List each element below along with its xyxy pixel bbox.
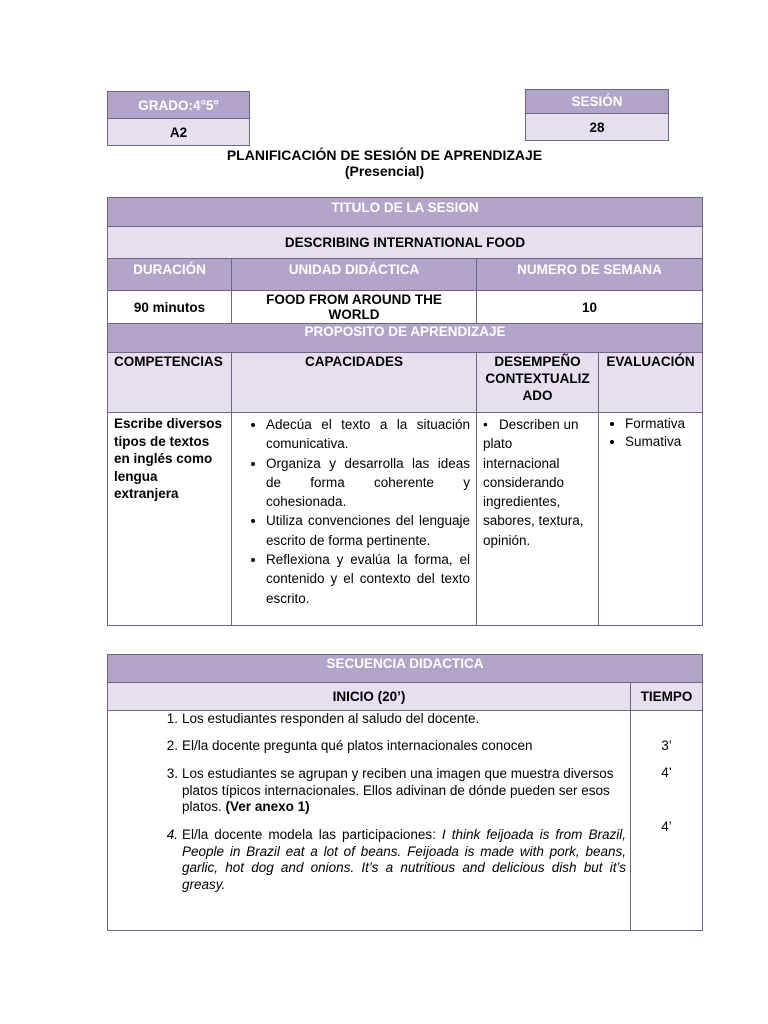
item-text-main: Los estudiantes se agrupan y reciben una imagen que muestra diversos platos típicos internacionales. Ellos adivinan de dónde pueden ser esos platos. <box>182 766 614 814</box>
anexo-reference: (Ver anexo 1) <box>225 799 310 814</box>
item-text-main: El/la docente modela las participaciones: <box>182 827 436 842</box>
inicio-body <box>107 710 631 931</box>
competencia-cell: Escribe diversos tipos de textos en inglés como lengua extranjera <box>107 412 232 626</box>
duracion-value: 90 minutos <box>107 290 232 324</box>
tiempo-value: 3’ <box>661 738 672 753</box>
item-number: 3. <box>166 766 178 781</box>
page-title: PLANIFICACIÓN DE SESIÓN DE APRENDIZAJE <box>226 147 543 163</box>
grado-value: A2 <box>107 118 250 146</box>
col-desempeno: DESEMPEÑO CONTEXTUALIZ ADO <box>476 352 599 413</box>
item-number: 1. <box>166 711 178 726</box>
titulo-sesion-label: TITULO DE LA SESION <box>107 197 703 227</box>
page-subtitle: (Presencial) <box>344 163 425 179</box>
item-number: 4. <box>166 827 178 842</box>
sesion-value: 28 <box>525 113 669 141</box>
proposito-label: PROPOSITO DE APRENDIZAJE <box>107 323 703 353</box>
item-text <box>182 766 626 816</box>
desempeno-cell <box>476 412 599 626</box>
evaluacion-item: • Formativa <box>625 415 700 433</box>
col-competencias: COMPETENCIAS <box>107 352 232 413</box>
semana-label: NUMERO DE SEMANA <box>476 258 703 291</box>
titulo-sesion-value: DESCRIBING INTERNATIONAL FOOD <box>107 226 703 259</box>
capacidad-item: • Organiza y desarrolla las ideas de forma coherente y cohesionada. <box>266 454 470 512</box>
bullet-icon: • <box>483 417 499 432</box>
col-capacidades: CAPACIDADES <box>231 352 477 413</box>
semana-value: 10 <box>476 290 703 324</box>
item-text: El/la docente pregunta qué platos internacionales conocen <box>182 738 533 753</box>
tiempo-label: TIEMPO <box>630 682 703 711</box>
tiempo-value: 4’ <box>661 819 672 834</box>
col-evaluacion: EVALUACIÓN <box>598 352 703 413</box>
capacidad-item: • Adecúa el texto a la situación comunicativa. <box>266 415 470 454</box>
capacidad-item: • Utiliza convenciones del lenguaje escrito de forma pertinente. <box>266 511 470 550</box>
unidad-label: UNIDAD DIDÁCTICA <box>231 258 477 291</box>
capacidades-list <box>242 415 470 608</box>
evaluacion-cell <box>598 412 703 626</box>
desempeno-text: Describen un plato internacional considerando ingredientes, sabores, textura, opinión. <box>483 417 584 548</box>
grado-label: GRADO:4°5° <box>107 91 250 119</box>
inicio-label: INICIO (20’) <box>107 682 631 711</box>
evaluacion-list <box>605 415 700 451</box>
tiempo-body <box>630 710 703 931</box>
unidad-value: FOOD FROM AROUND THE WORLD <box>231 290 477 324</box>
item-number: 2. <box>166 738 178 753</box>
sesion-label: SESIÓN <box>525 89 669 114</box>
item-text: Los estudiantes responden al saludo del docente. <box>182 711 480 726</box>
duracion-label: DURACIÓN <box>107 258 232 291</box>
evaluacion-item: • Sumativa <box>625 433 700 451</box>
capacidades-cell <box>231 412 477 626</box>
item-text <box>182 827 626 893</box>
secuencia-label: SECUENCIA DIDACTICA <box>107 654 703 683</box>
model-example: I think feijoada is from Brazil, People in Brazil eat a lot of beans. Feijoada is made with pork, beans, garlic, hot dog and onions. It’s a nutritious and delicious dish but it’s greasy. <box>182 827 626 892</box>
capacidad-item: • Reflexiona y evalúa la forma, el contenido y el contexto del texto escrito. <box>266 550 470 608</box>
tiempo-value: 4’ <box>661 765 672 780</box>
